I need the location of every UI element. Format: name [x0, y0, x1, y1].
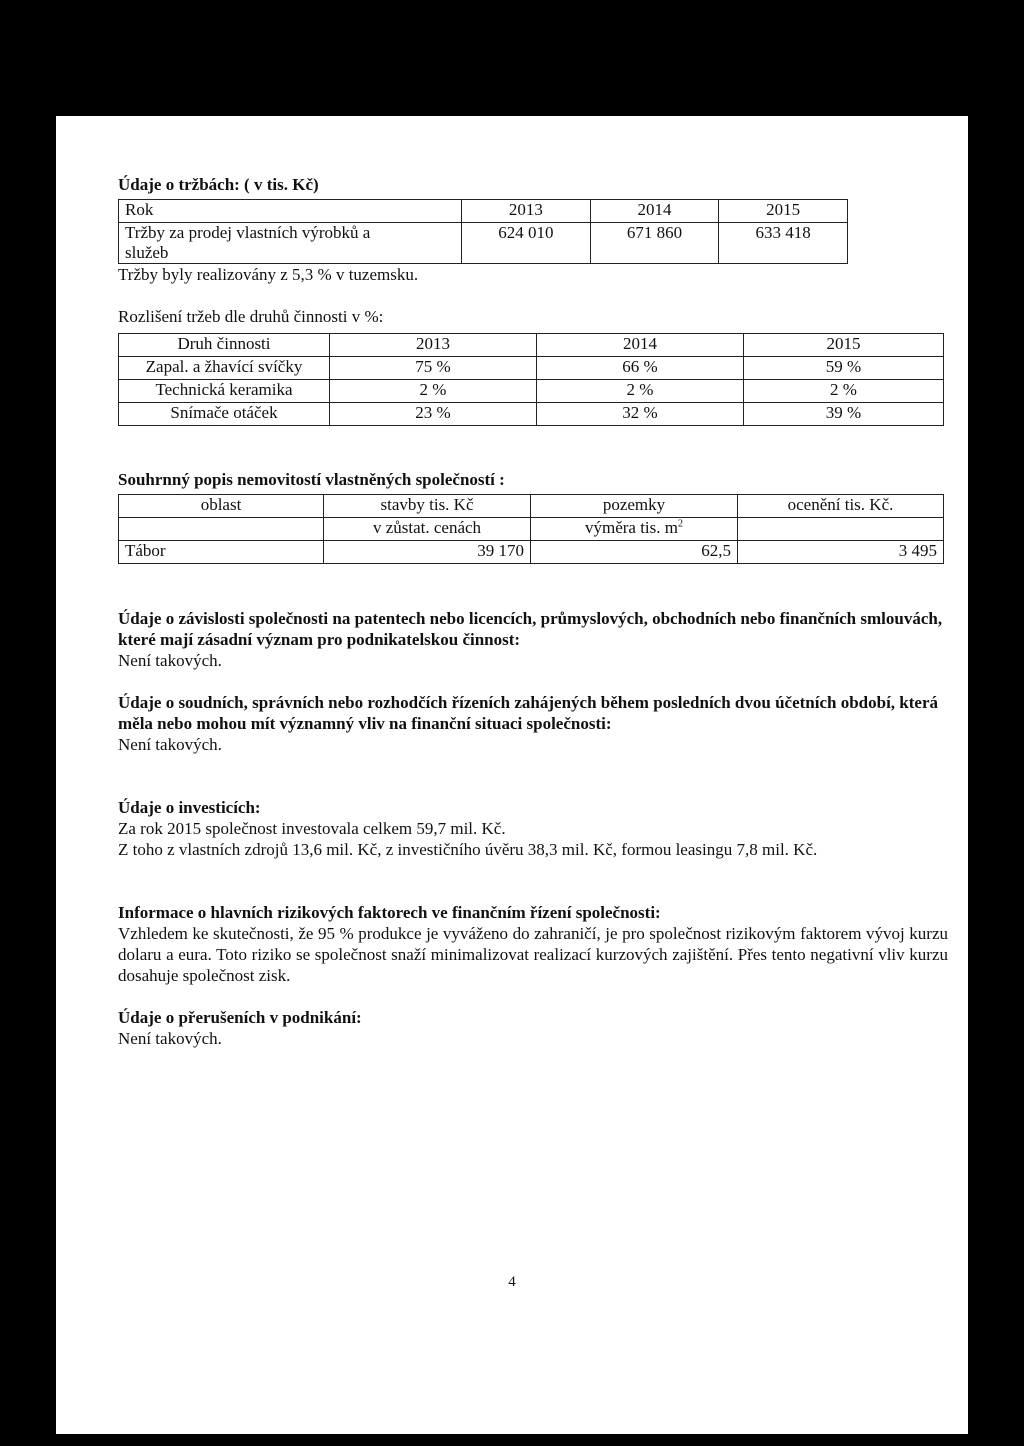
interruptions-section	[118, 1007, 948, 1049]
table-row	[119, 380, 944, 403]
property-subheader-empty	[738, 518, 944, 541]
patents-heading: Údaje o závislosti společnosti na patentech nebo licencích, průmyslových, obchodních nebo finančních smlouvách, které mají zásadní význam pro podnikatelskou činnost:	[118, 609, 943, 649]
investments-section	[118, 797, 948, 860]
interruptions-text: Není takových.	[118, 1029, 222, 1048]
activities-cell: 39 %	[744, 403, 944, 426]
sales-header-2014: 2014	[590, 200, 719, 223]
activities-heading: Rozlišení tržeb dle druhů činnosti v %:	[118, 307, 384, 326]
risks-heading: Informace o hlavních rizikových faktorech ve finančním řízení společnosti:	[118, 903, 661, 922]
document-page	[56, 116, 968, 1434]
page-number: 4	[508, 1274, 516, 1290]
investments-heading: Údaje o investicích:	[118, 798, 261, 817]
activities-header-2: 2014	[537, 334, 744, 357]
sales-value-2014: 671 860	[590, 223, 719, 264]
activities-cell: Zapal. a žhavící svíčky	[119, 357, 330, 380]
sales-row-label-line1: Tržby za prodej vlastních výrobků a	[125, 223, 371, 242]
property-heading: Souhrnný popis nemovitostí vlastněných společností :	[118, 470, 505, 489]
activities-cell: 59 %	[744, 357, 944, 380]
property-subheader-land-text: výměra tis. m	[584, 518, 678, 537]
property-cell-area: Tábor	[119, 541, 324, 564]
activities-cell: 66 %	[537, 357, 744, 380]
superscript-2: 2	[678, 518, 683, 530]
activities-cell: 23 %	[330, 403, 537, 426]
activities-header-0: Druh činnosti	[119, 334, 330, 357]
table-row	[119, 403, 944, 426]
page-content	[118, 174, 948, 1049]
activities-table	[118, 333, 944, 426]
risks-section	[118, 902, 948, 986]
sales-row-label	[119, 223, 462, 264]
patents-text: Není takových.	[118, 651, 222, 670]
sales-header-label: Rok	[119, 200, 462, 223]
interruptions-heading: Údaje o přerušeních v podnikání:	[118, 1008, 362, 1027]
property-cell-valuation: 3 495	[738, 541, 944, 564]
property-cell-buildings: 39 170	[324, 541, 531, 564]
property-header-buildings: stavby tis. Kč	[324, 495, 531, 518]
table-row	[119, 518, 944, 541]
sales-header-2015: 2015	[719, 200, 848, 223]
table-row	[119, 541, 944, 564]
property-header-land: pozemky	[531, 495, 738, 518]
table-row	[119, 357, 944, 380]
patents-section	[118, 608, 948, 671]
property-subheader-empty	[119, 518, 324, 541]
sales-note: Tržby byly realizovány z 5,3 % v tuzemsku.	[118, 265, 419, 284]
sales-header-2013: 2013	[462, 200, 591, 223]
activities-header-1: 2013	[330, 334, 537, 357]
table-row	[119, 495, 944, 518]
sales-value-2013: 624 010	[462, 223, 591, 264]
activities-cell: Technická keramika	[119, 380, 330, 403]
activities-cell: 2 %	[330, 380, 537, 403]
investments-line2: Z toho z vlastních zdrojů 13,6 mil. Kč, z investičního úvěru 38,3 mil. Kč, formou leasingu 7,8 mil. Kč.	[118, 840, 818, 859]
proceedings-heading: Údaje o soudních, správních nebo rozhodčích řízeních zahájených během posledních dvou účetních období, která měla nebo mohou mít významný vliv na finanční situaci společnosti:	[118, 693, 939, 733]
sales-value-2015: 633 418	[719, 223, 848, 264]
proceedings-text: Není takových.	[118, 735, 222, 754]
activities-cell: Snímače otáček	[119, 403, 330, 426]
sales-row-label-line2: služeb	[125, 243, 169, 262]
property-subheader-land	[531, 518, 738, 541]
investments-line1: Za rok 2015 společnost investovala celkem 59,7 mil. Kč.	[118, 819, 506, 838]
property-header-area: oblast	[119, 495, 324, 518]
sales-table	[118, 199, 848, 264]
activities-cell: 32 %	[537, 403, 744, 426]
risks-text: Vzhledem ke skutečnosti, že 95 % produkce je vyváženo do zahraničí, je pro společnost rizikovým faktorem vývoj kurzu dolaru a eura. Toto riziko se společnost snaží minimalizovat realizací kurzových zajištění. Přes tento negativní vliv kurzu dosahuje společnost zisk.	[118, 924, 948, 985]
activities-cell: 75 %	[330, 357, 537, 380]
property-subheader-buildings: v zůstat. cenách	[324, 518, 531, 541]
activities-header-3: 2015	[744, 334, 944, 357]
property-table	[118, 494, 944, 564]
table-row	[119, 334, 944, 357]
proceedings-section	[118, 692, 948, 755]
activities-cell: 2 %	[537, 380, 744, 403]
table-row	[119, 200, 848, 223]
property-header-valuation: ocenění tis. Kč.	[738, 495, 944, 518]
property-cell-land: 62,5	[531, 541, 738, 564]
sales-heading: Údaje o tržbách: ( v tis. Kč)	[118, 175, 319, 194]
table-row	[119, 223, 848, 264]
activities-cell: 2 %	[744, 380, 944, 403]
